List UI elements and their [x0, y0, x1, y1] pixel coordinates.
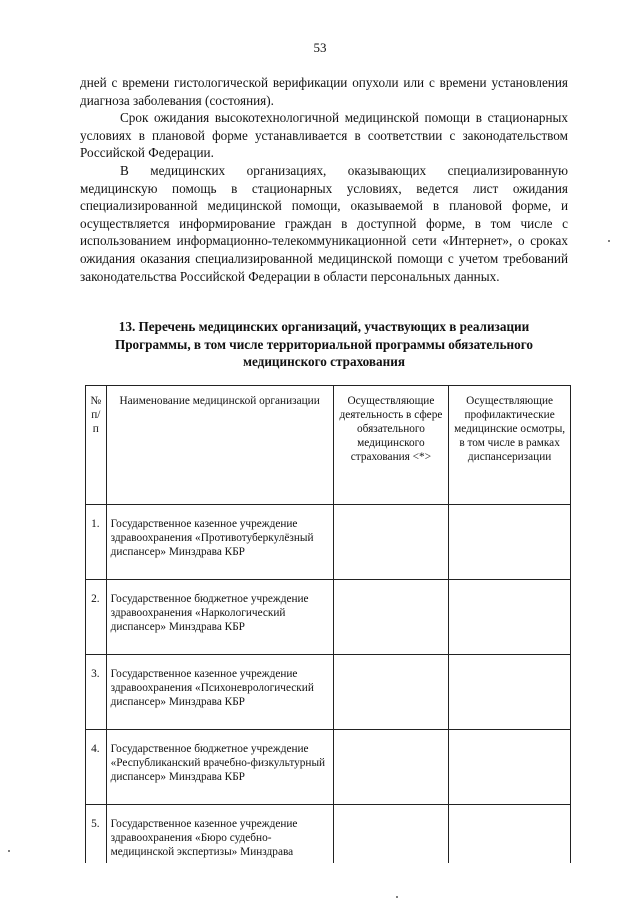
table-row	[86, 580, 571, 655]
row-org-name: Государственное казенное учреждение здравоохранения «Противотуберкулёзный диспансер» Минздрава КБР	[106, 505, 333, 580]
row-prof-cell	[449, 655, 571, 730]
scan-speck	[608, 240, 610, 242]
row-oms-cell	[333, 505, 449, 580]
paragraph-vmp-wait-time: Срок ожидания высокотехнологичной медицинской помощи в стационарных условиях в плановой форме устанавливается в соответствии с законодательством Российской Федерации.	[80, 110, 568, 161]
paragraph-waiting-list: В медицинских организациях, оказывающих специализированную медицинскую помощь в стационарных условиях, ведется лист ожидания специализированной медицинской помощи, оказываемой в плановой форме, и осуществляется информирование граждан в доступной форме, в том числе с использованием информационно-телекоммуникационной сети «Интернет», о сроках ожидания оказания специализированной медицинской помощи с учетом требований законодательства Российской Федерации в области персональных данных.	[80, 162, 568, 284]
scan-speck	[396, 896, 398, 898]
row-org-name: Государственное бюджетное учреждение «Республиканский врачебно-физкультурный диспансер» Минздрава КБР	[106, 730, 333, 805]
table-row	[86, 805, 571, 864]
scan-speck	[8, 850, 10, 852]
table-row	[86, 655, 571, 730]
header-prof: Осуществляющие профилактические медицинские осмотры, в том числе в рамках диспансеризации	[449, 386, 571, 505]
row-org-name: Государственное бюджетное учреждение здравоохранения «Наркологический диспансер» Минздрава КБР	[106, 580, 333, 655]
header-num: № п/п	[86, 386, 107, 505]
row-num: 1.	[86, 505, 107, 580]
row-oms-cell	[333, 805, 449, 864]
header-oms: Осуществляющие деятельность в сфере обязательного медицинского страхования <*>	[333, 386, 449, 505]
row-org-name: Государственное казенное учреждение здравоохранения «Психоневрологический диспансер» Минздрава КБР	[106, 655, 333, 730]
row-prof-cell	[449, 505, 571, 580]
paragraph-continuation: дней с времени гистологической верификации опухоли или с времени установления диагноза заболевания (состояния).	[80, 75, 568, 108]
page-number: 53	[313, 40, 327, 55]
row-prof-cell	[449, 805, 571, 864]
row-prof-cell	[449, 730, 571, 805]
row-num: 5.	[86, 805, 107, 864]
body-text	[80, 74, 568, 285]
row-prof-cell	[449, 580, 571, 655]
row-num: 2.	[86, 580, 107, 655]
table-row	[86, 730, 571, 805]
row-oms-cell	[333, 580, 449, 655]
row-org-name: Государственное казенное учреждение здравоохранения «Бюро судебно-медицинской экспертизы» Минздрава	[106, 805, 333, 864]
header-name: Наименование медицинской организации	[106, 386, 333, 505]
row-oms-cell	[333, 655, 449, 730]
row-num: 4.	[86, 730, 107, 805]
row-num: 3.	[86, 655, 107, 730]
section-title: 13. Перечень медицинских организаций, участвующих в реализации Программы, в том числе территориальной программы обязательного медицинского страхования	[114, 319, 534, 370]
table-header-row	[86, 386, 571, 505]
table-row	[86, 505, 571, 580]
row-oms-cell	[333, 730, 449, 805]
organizations-table	[85, 385, 571, 863]
